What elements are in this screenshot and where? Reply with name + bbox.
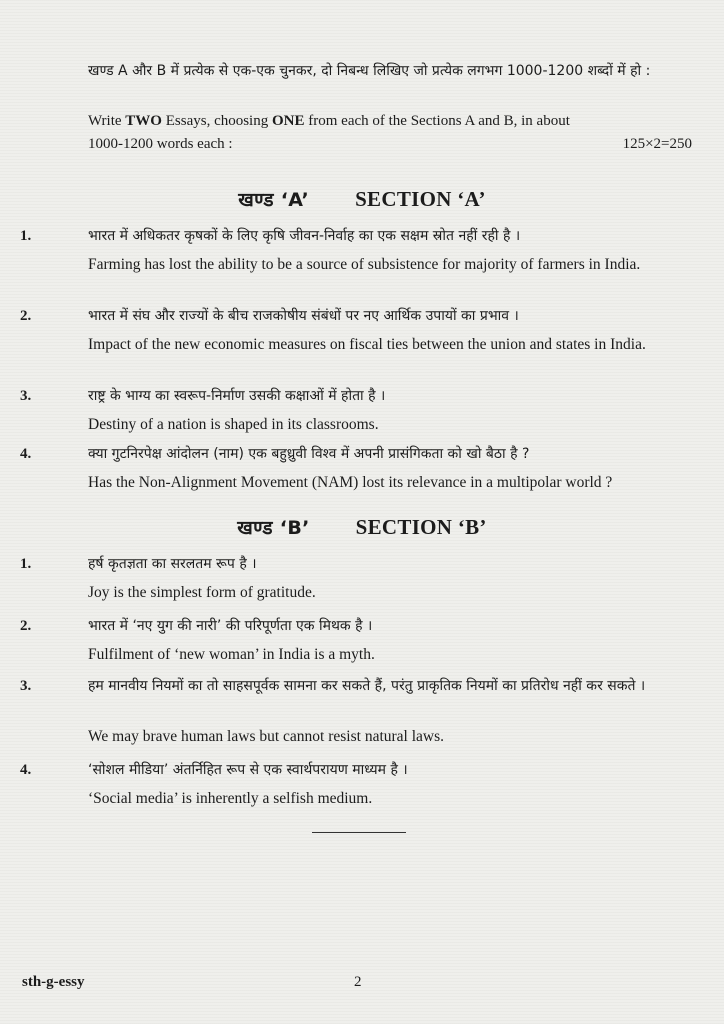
question-english: Fulfilment of ‘new woman’ in India is a myth.	[88, 646, 375, 663]
emphasis-two: TWO	[125, 113, 162, 129]
question-hindi: ‘सोशल मीडिया’ अंतर्निहित रूप से एक स्वार्थपरायण माध्यम है ।	[88, 762, 408, 778]
question-hindi: हर्ष कृतज्ञता का सरलतम रूप है ।	[88, 556, 257, 572]
instructions-english-line1: Write TWO Essays, choosing ONE from each of the Sections A and B, in about	[88, 113, 570, 129]
emphasis-one: ONE	[271, 113, 305, 129]
end-divider	[312, 832, 406, 833]
question-english: Destiny of a nation is shaped in its classrooms.	[88, 416, 379, 433]
question-hindi: हम मानवीय नियमों का तो साहसपूर्वक सामना कर सकते हैं, परंतु प्राकृतिक नियमों का प्रतिरोध नहीं कर सकते ।	[88, 678, 646, 694]
question-english: We may brave human laws but cannot resist natural laws.	[88, 728, 445, 745]
question-english: Impact of the new economic measures on fiscal ties between the union and states in India.	[88, 336, 646, 353]
question-hindi: राष्ट्र के भाग्य का स्वरूप-निर्माण उसकी कक्षाओं में होता है ।	[88, 388, 386, 404]
marks-total: 125×2=250	[622, 136, 692, 152]
section-a-heading: खण्ड ‘A’ SECTION ‘A’	[238, 187, 486, 211]
instructions-hindi: खण्ड A और B में प्रत्येक से एक-एक चुनकर, दो निबन्ध लिखिए जो प्रत्येक लगभग 1000-1200 शब्दों में हो :	[88, 63, 651, 79]
question-hindi: भारत में संघ और राज्यों के बीच राजकोषीय संबंधों पर नए आर्थिक उपायों का प्रभाव ।	[88, 308, 519, 324]
instructions-english-line2: 1000-1200 words each : 125×2=250	[88, 133, 692, 156]
question-english: Farming has lost the ability to be a source of subsistence for majority of farmers in India.	[88, 256, 641, 273]
footer-code: sth-g-essy	[22, 974, 85, 990]
instructions-english	[88, 110, 692, 156]
section-b-heading: खण्ड ‘B’ SECTION ‘B’	[237, 515, 487, 539]
question-english: Has the Non-Alignment Movement (NAM) lost its relevance in a multipolar world ?	[88, 474, 613, 491]
question-hindi: भारत में अधिकतर कृषकों के लिए कृषि जीवन-निर्वाह का एक सक्षम स्रोत नहीं रही है ।	[88, 228, 521, 244]
question-english: ‘Social media’ is inherently a selfish medium.	[88, 790, 373, 807]
question-english: Joy is the simplest form of gratitude.	[88, 584, 316, 601]
question-hindi: क्या गुटनिरपेक्ष आंदोलन (नाम) एक बहुध्रुवी विश्व में अपनी प्रासंगिकता को खो बैठा है ?	[88, 446, 530, 462]
page-number: 2	[354, 974, 362, 990]
exam-page: खण्ड A और B में प्रत्येक से एक-एक चुनकर, दो निबन्ध लिखिए जो प्रत्येक लगभग 1000-1200 शब्दों में हो : Write TWO Essays, choosing ONE from each of the Sections A and B, in about 1000-1200 words each : 125×2=250 खण्ड ‘A’ SECTION ‘A’ 1. भारत में अधिकतर कृषकों के लिए कृषि जीवन-निर्वाह का एक सक्षम स्रोत नहीं रही है । Farming has lost the ability to be a source of subsistence for majority of farmers in India. 2. भारत में संघ और राज्यों के बीच राजकोषीय संबंधों पर नए आर्थिक उपायों का प्रभाव । Impact of the new economic measures on fiscal ties between the union and states in India. 3. राष्ट्र के भाग्य का स्वरूप-निर्माण उसकी कक्षाओं में होता है । Destiny of a nation is shaped in its classrooms. 4. क्या गुटनिरपेक्ष आंदोलन (नाम) एक बहुध्रुवी विश्व में अपनी प्रासंगिकता को खो बैठा है ? Has the Non-Alignment Movement (NAM) lost its relevance in a multipolar world ? खण्ड ‘B’ SECTION ‘B’ 1. हर्ष कृतज्ञता का सरलतम रूप है । Joy is the simplest form of gratitude. 2. भारत में ‘नए युग की नारी’ की परिपूर्णता एक मिथक है । Fulfilment of ‘new woman’ in India is a myth. 3. हम मानवीय नियमों का तो साहसपूर्वक सामना कर सकते हैं, परंतु प्राकृतिक नियमों का प्रतिरोध नहीं कर सकते । We may brave human laws but cannot resist natural laws. 4. ‘सोशल मीडिया’ अंतर्निहित रूप से एक स्वार्थपरायण माध्यम है । ‘Social media’ is inherently a selfish medium. sth-g-essy 2	[0, 0, 724, 1024]
question-hindi: भारत में ‘नए युग की नारी’ की परिपूर्णता एक मिथक है ।	[88, 618, 373, 634]
